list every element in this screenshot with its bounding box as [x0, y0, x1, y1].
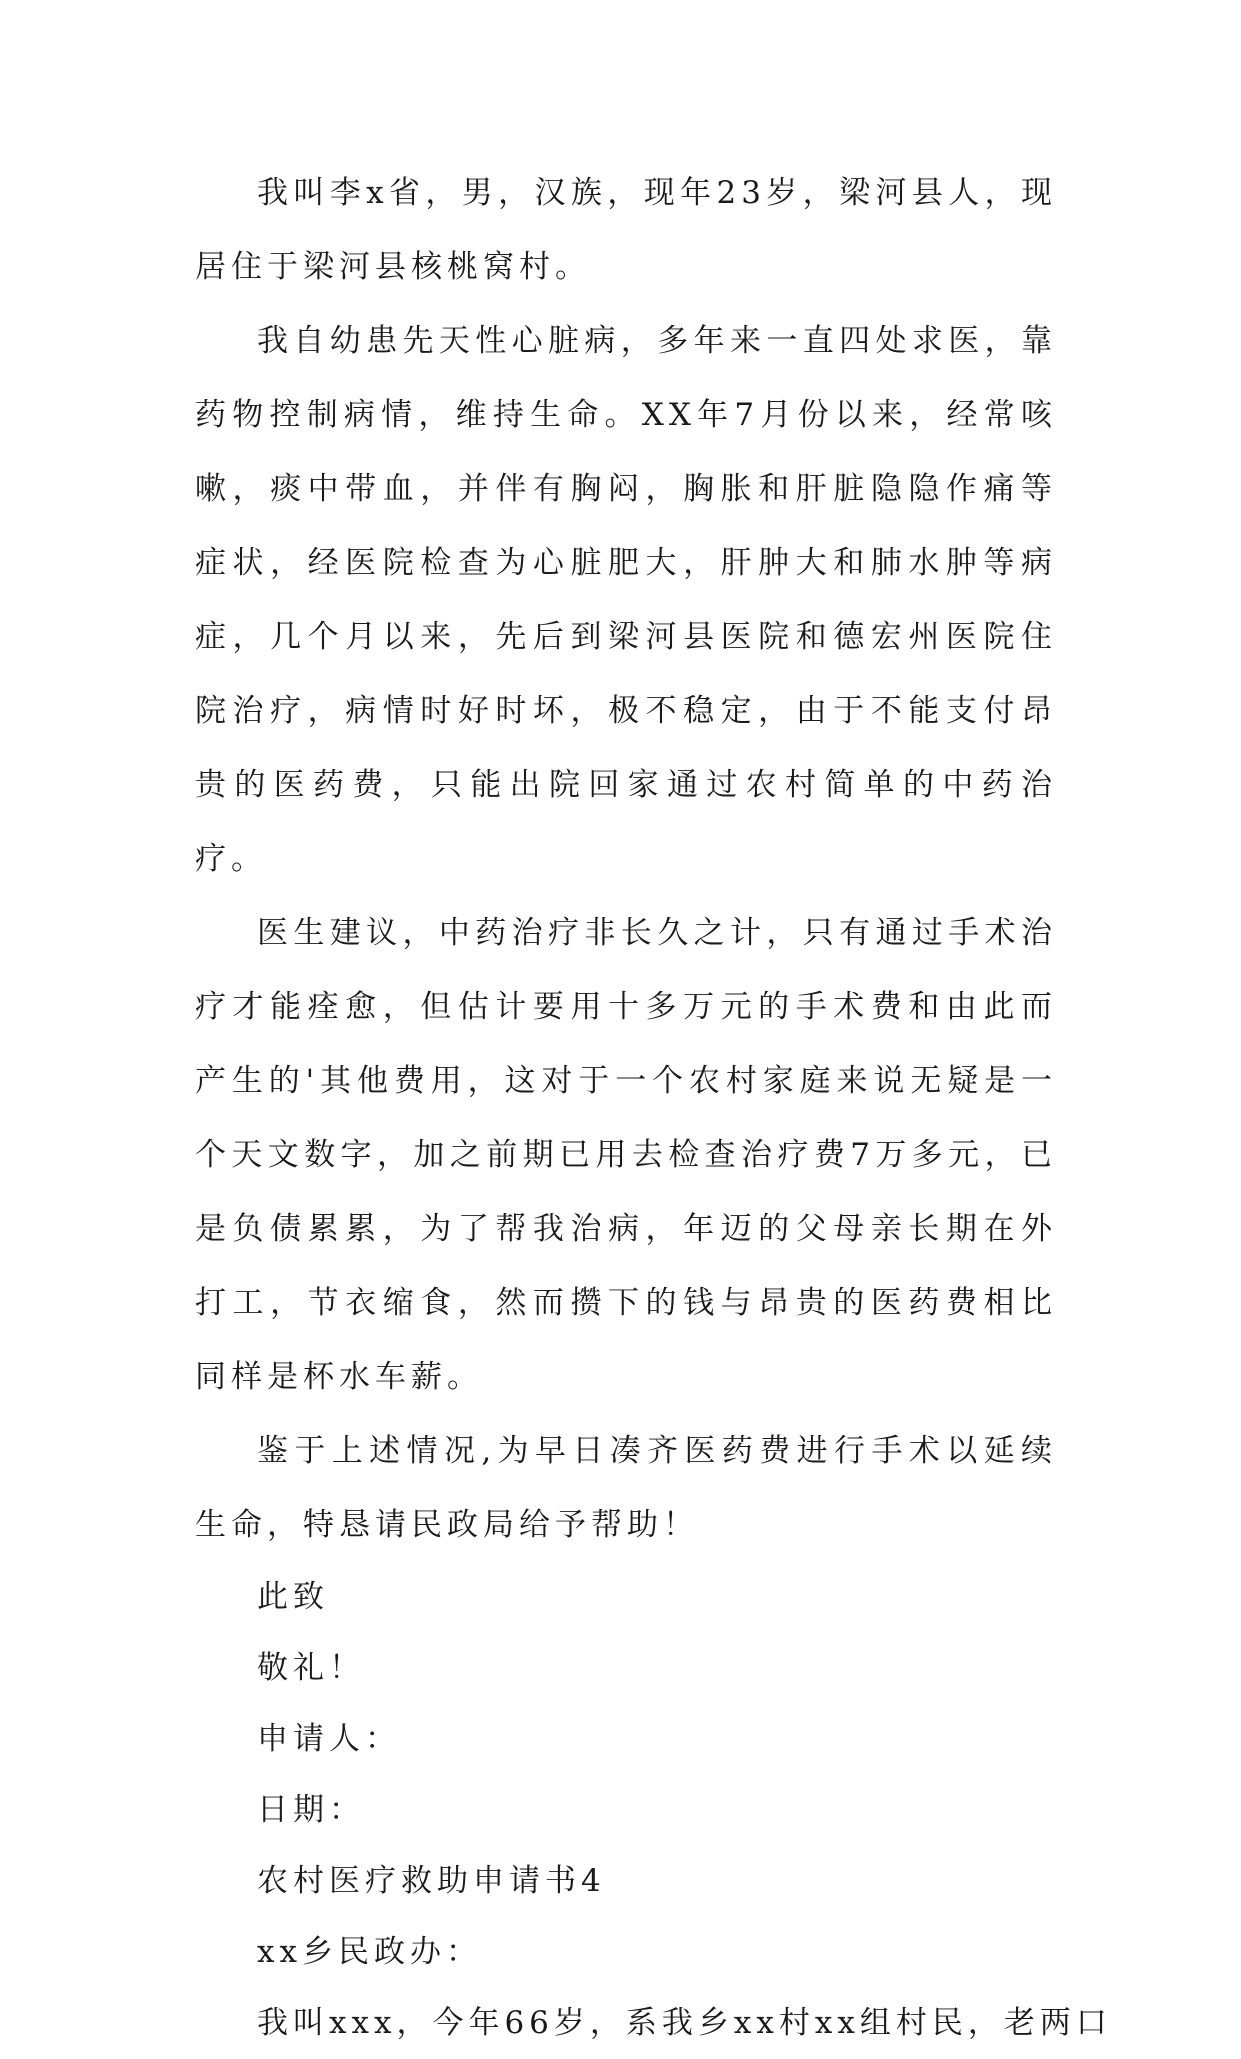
- next-document-title: 农村医疗救助申请书4: [257, 1863, 606, 1899]
- document-body: [195, 156, 1112, 2059]
- next-document-first-line: 我叫xxx，今年66岁，系我乡xx村xx组村民，老两口: [257, 2005, 1112, 2041]
- closing-respect: 敬礼！: [257, 1650, 365, 1686]
- closing-salutation: 此致: [257, 1579, 329, 1615]
- next-document-recipient: xx乡民政办：: [257, 1934, 482, 1970]
- paragraph-doctor-advice: 医生建议，中药治疗非长久之计，只有通过手术治疗才能痊愈，但估计要用十多万元的手术费和由此而产生的'其他费用，这对于一个农村家庭来说无疑是一个天文数字，加之前期已用去检查治疗费7万多元，已是负债累累，为了帮我治病，年迈的父母亲长期在外打工，节衣缩食，然而攒下的钱与昂贵的医药费相比同样是杯水车薪。: [195, 915, 1057, 1395]
- paragraph-request: 鉴于上述情况,为早日凑齐医药费进行手术以延续生命，特恳请民政局给予帮助！: [195, 1433, 1057, 1543]
- paragraph-medical-history: 我自幼患先天性心脏病，多年来一直四处求医，靠药物控制病情，维持生命。XX年7月份以来，经常咳嗽，痰中带血，并伴有胸闷，胸胀和肝脏隐隐作痛等症状，经医院检查为心脏肥大，肝肿大和肺水肿等病症，几个月以来，先后到梁河县医院和德宏州医院住院治疗，病情时好时坏，极不稳定，由于不能支付昂贵的医药费，只能出院回家通过农村简单的中药治疗。: [195, 323, 1057, 877]
- date-label: 日期：: [257, 1792, 365, 1828]
- paragraph-applicant-intro: 我叫李x省，男，汉族，现年23岁，梁河县人，现居住于梁河县核桃窝村。: [195, 175, 1057, 285]
- applicant-label: 申请人：: [257, 1721, 401, 1757]
